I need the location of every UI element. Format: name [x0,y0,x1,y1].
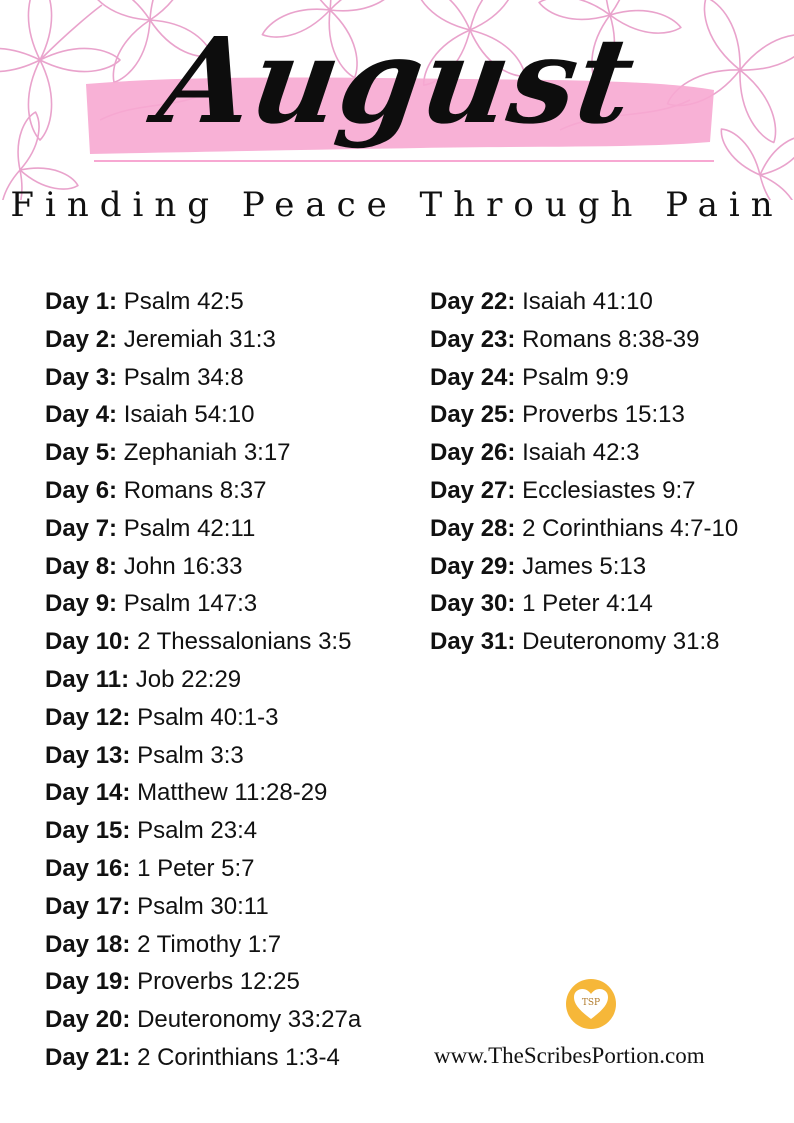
day-label: Day 3: [45,363,118,391]
scripture-ref: Isaiah 42:3 [522,439,640,467]
reading-item [45,359,361,397]
scripture-ref: Isaiah 41:10 [522,288,653,315]
reading-item [45,699,361,737]
scripture-ref: 2 Thessalonians 3:5 [137,628,352,656]
day-label: Day 14: [45,779,131,807]
reading-item [45,888,361,926]
reading-item [45,963,361,1001]
reading-item [430,359,738,397]
reading-item [45,661,361,699]
day-label: Day 18: [45,930,131,958]
scripture-ref: Jeremiah 31:3 [123,325,276,353]
scripture-ref: 1 Peter 5:7 [137,854,255,882]
scripture-ref: 2 Corinthians 4:7-10 [522,514,739,542]
badge-text: TSP [581,998,601,1008]
reading-item [430,623,738,661]
day-label: Day 2: [45,325,118,353]
website-link[interactable]: www.TheScribesPortion.com [434,1043,705,1068]
reading-item [45,737,361,775]
scripture-ref: Psalm 3:3 [137,741,244,769]
scripture-ref: 2 Timothy 1:7 [137,930,282,958]
day-label: Day 31: [430,628,516,656]
reading-item [430,396,738,434]
scripture-ref: Romans 8:38-39 [522,325,700,353]
day-label: Day 15: [45,817,131,845]
reading-item [430,321,738,359]
scripture-ref: Psalm 30:11 [137,892,269,920]
day-label: Day 16: [45,854,131,882]
page-title: August [151,11,644,150]
reading-item [45,774,361,812]
day-label: Day 19: [45,968,131,996]
reading-item [45,472,361,510]
reading-item [45,850,361,888]
scripture-ref: 2 Corinthians 1:3-4 [137,1043,340,1071]
scripture-ref: Zephaniah 3:17 [123,439,291,467]
reading-item [45,585,361,623]
day-label: Day 1: [45,288,118,315]
day-label: Day 12: [45,703,131,731]
reading-item [45,548,361,586]
scripture-ref: Proverbs 12:25 [137,968,300,996]
reading-item [430,434,738,472]
scripture-ref: Psalm 34:8 [123,363,244,391]
day-label: Day 20: [45,1006,131,1034]
reading-list-right [430,283,738,661]
day-label: Day 22: [430,288,516,315]
day-label: Day 13: [45,741,131,769]
day-label: Day 4: [45,401,118,429]
reading-list-left [45,283,361,1077]
day-label: Day 26: [430,439,516,467]
reading-item [45,926,361,964]
scripture-ref: Deuteronomy 33:27a [137,1006,362,1034]
scripture-ref: Psalm 40:1-3 [137,703,279,731]
scripture-ref: Matthew 11:28-29 [137,779,328,807]
scripture-ref: Psalm 42:11 [123,514,256,542]
day-label: Day 28: [430,514,516,542]
day-label: Day 29: [430,552,516,580]
scripture-ref: Psalm 23:4 [137,817,258,845]
scripture-ref: Isaiah 54:10 [123,401,255,429]
scripture-ref: Proverbs 15:13 [522,401,685,429]
reading-item [430,548,738,586]
scripture-ref: James 5:13 [522,552,647,580]
day-label: Day 17: [45,892,131,920]
reading-item [45,321,361,359]
scripture-ref: Psalm 42:5 [123,288,244,315]
day-label: Day 11: [45,665,130,693]
reading-item [45,396,361,434]
scripture-ref: Psalm 147:3 [123,590,258,618]
scripture-ref: Deuteronomy 31:8 [522,628,720,656]
scripture-ref: Romans 8:37 [123,476,267,504]
reading-item [430,472,738,510]
scripture-ref: Ecclesiastes 9:7 [522,476,696,504]
reading-item [45,434,361,472]
reading-item [45,283,361,321]
day-label: Day 25: [430,401,516,429]
reading-item [45,623,361,661]
heart-logo-icon [565,978,617,1030]
day-label: Day 6: [45,476,118,504]
day-label: Day 10: [45,628,131,656]
page-subtitle: Finding Peace Through Pain [10,185,784,225]
reading-item [45,1001,361,1039]
scripture-ref: Psalm 9:9 [522,363,629,391]
day-label: Day 27: [430,476,516,504]
reading-item [430,283,738,321]
day-label: Day 8: [45,552,118,580]
reading-item [45,510,361,548]
day-label: Day 7: [45,514,118,542]
scripture-ref: 1 Peter 4:14 [522,590,653,618]
scripture-ref: Job 22:29 [135,665,242,693]
reading-item [45,812,361,850]
day-label: Day 9: [45,590,118,618]
day-label: Day 5: [45,439,118,467]
day-label: Day 21: [45,1043,131,1071]
reading-item [430,510,738,548]
day-label: Day 30: [430,590,516,618]
reading-item [430,585,738,623]
scripture-ref: John 16:33 [123,552,243,580]
day-label: Day 24: [430,363,516,391]
reading-item [45,1039,361,1077]
day-label: Day 23: [430,325,516,353]
